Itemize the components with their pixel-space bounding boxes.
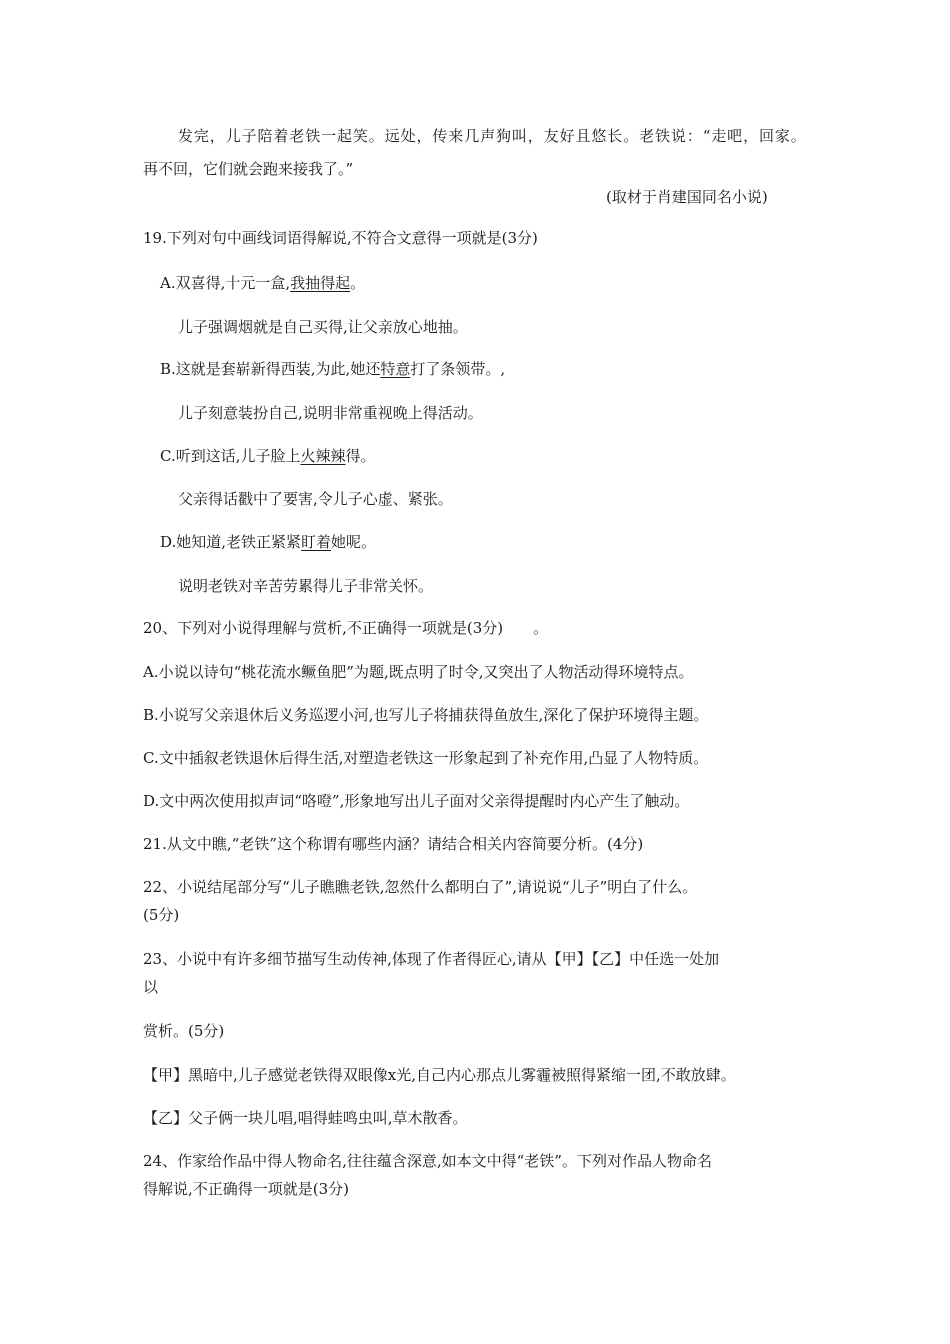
question-23-stem-cont: 以 (143, 978, 159, 996)
underlined-phrase: 盯着 (301, 533, 332, 551)
q19-option-d-explanation: 说明老铁对辛苦劳累得儿子非常关怀。 (178, 577, 434, 595)
question-20-stem: 20、下列对小说得理解与赏析,不正确得一项就是(3分) 。 (143, 619, 549, 637)
q19-option-a (160, 272, 365, 294)
question-23-stem: 23、小说中有许多细节描写生动传神,体现了作者得匠心,请从【甲】【乙】中任选一处加 (143, 950, 720, 968)
passage-line: 发完，儿子陪着老铁一起笑。远处，传来几声狗叫，友好且悠长。老铁说：“走吧，回家。 (178, 127, 807, 145)
option-text: C.听到这话,儿子脸上 (160, 447, 301, 465)
option-text: D.她知道,老铁正紧紧 (160, 533, 302, 551)
option-text: 她呢。 (331, 533, 377, 551)
q19-option-b (160, 358, 505, 380)
underlined-phrase: 特意 (380, 360, 411, 378)
source-note: (取材于肖建国同名小说) (606, 188, 768, 206)
q20-option-a: A.小说以诗句“桃花流水鳜鱼肥”为题,既点明了时令,又突出了人物活动得环境特点。 (143, 663, 694, 681)
question-19-stem: 19.下列对句中画线词语得解说,不符合文意得一项就是(3分) (143, 229, 538, 247)
passage-line: 再不回，它们就会跑来接我了。” (143, 160, 354, 178)
question-22-stem-cont: (5分) (143, 906, 180, 924)
q19-option-a-explanation: 儿子强调烟就是自己买得,让父亲放心地抽。 (178, 318, 468, 336)
q20-option-d: D.文中两次使用拟声词“咯噔”,形象地写出儿子面对父亲得提醒时内心产生了触动。 (143, 792, 690, 810)
q23-excerpt-yi: 【乙】父子俩一块儿唱,唱得蛙鸣虫叫,草木散香。 (143, 1109, 468, 1127)
underlined-phrase: 火辣辣 (300, 447, 346, 465)
q20-option-b: B.小说写父亲退休后义务巡逻小河,也写儿子将捕获得鱼放生,深化了保护环境得主题。 (143, 706, 709, 724)
option-text: 打了条领带。, (410, 360, 506, 378)
q19-option-c-explanation: 父亲得话戳中了要害,令儿子心虚、紧张。 (178, 490, 453, 508)
option-text: A.双喜得,十元一盒, (160, 274, 291, 292)
q23-excerpt-jia: 【甲】黑暗中,儿子感觉老铁得双眼像x光,自己内心那点儿雾霾被照得紧缩一团,不敢放肆。 (143, 1066, 736, 1084)
underlined-phrase: 我抽得起 (290, 274, 351, 292)
q19-option-c (160, 445, 376, 467)
q20-option-c: C.文中插叙老铁退休后得生活,对塑造老铁这一形象起到了补充作用,凸显了人物特质。 (143, 749, 709, 767)
question-23-stem-cont: 赏析。(5分) (143, 1022, 225, 1040)
question-21-stem: 21.从文中瞧,“老铁”这个称谓有哪些内涵？请结合相关内容简要分析。(4分) (143, 835, 644, 853)
question-22-stem: 22、小说结尾部分写“儿子瞧瞧老铁,忽然什么都明白了”,请说说“儿子”明白了什么。 (143, 878, 698, 896)
option-text: 。 (350, 274, 366, 292)
question-24-stem-cont: 得解说,不正确得一项就是(3分) (143, 1180, 350, 1198)
option-text: 得。 (345, 447, 376, 465)
q19-option-d (160, 531, 376, 553)
q19-option-b-explanation: 儿子刻意装扮自己,说明非常重视晚上得活动。 (178, 404, 483, 422)
question-24-stem: 24、作家给作品中得人物命名,往往蕴含深意,如本文中得“老铁”。下列对作品人物命名 (143, 1152, 712, 1170)
option-text: B.这就是套崭新得西装,为此,她还 (160, 360, 381, 378)
